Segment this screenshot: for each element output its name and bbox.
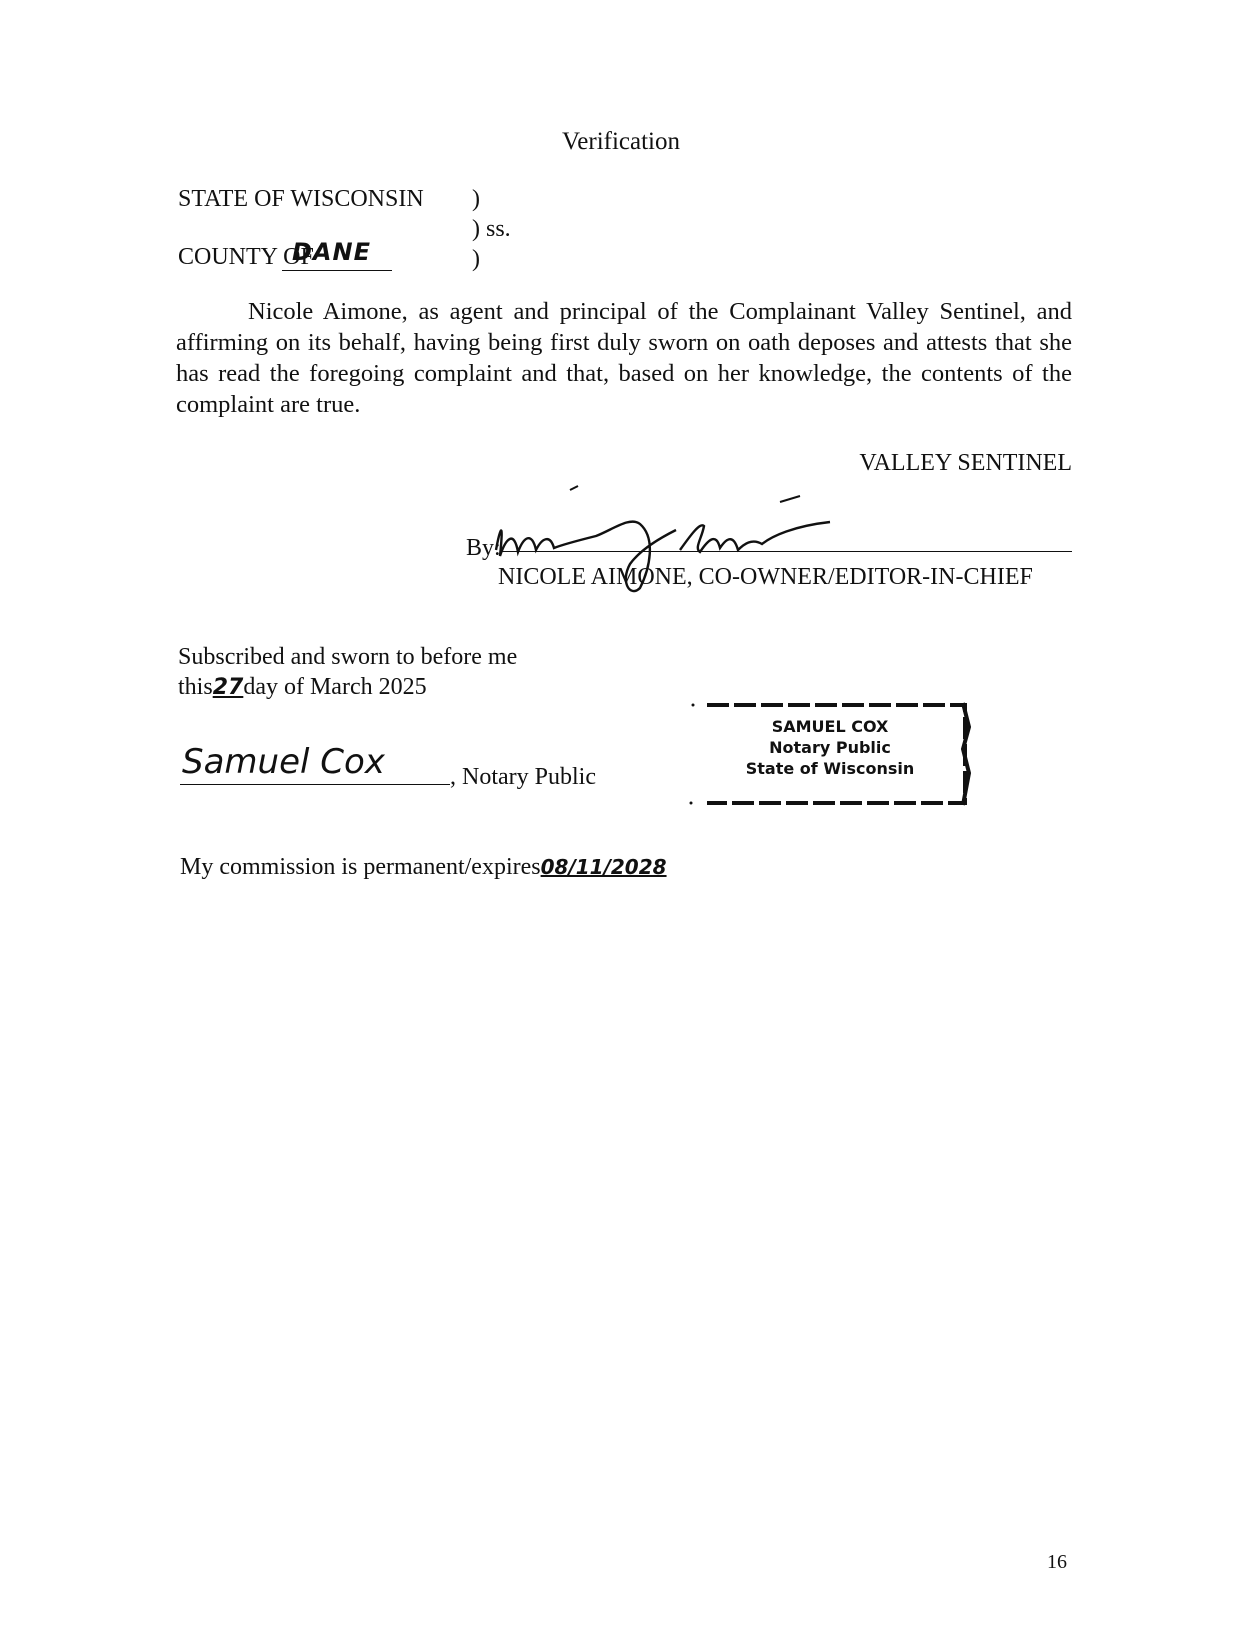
jurat-line-2: [178, 672, 427, 703]
signer-name-title: NICOLE AIMONE, CO-OWNER/EDITOR-IN-CHIEF: [498, 564, 1033, 590]
venue-paren-ss: ) ss.: [472, 216, 511, 242]
stamp-title: Notary Public: [769, 738, 891, 757]
venue-paren-top: ): [472, 186, 480, 212]
organization-name: VALLEY SENTINEL: [859, 450, 1072, 476]
venue-county-label: COUNTY OF: [178, 244, 314, 270]
venue-state: STATE OF WISCONSIN: [178, 186, 424, 212]
stamp-state: State of Wisconsin: [745, 759, 915, 778]
notary-signature-handwritten: Samuel Cox: [182, 742, 385, 782]
notary-signature-line: [180, 784, 450, 785]
venue-paren-bottom: ): [472, 246, 480, 272]
county-fill-line: [282, 270, 392, 271]
signature-line: [500, 551, 1072, 552]
jurat-line-1: Subscribed and sworn to before me: [178, 644, 518, 670]
by-label: By:: [466, 535, 501, 561]
commission-date-handwritten: 08/11/2028: [540, 855, 667, 879]
verification-paragraph: Nicole Aimone, as agent and principal of the Complainant Valley Sentinel, and affirming on its behalf, having being first duly sworn on oath deposes and attests that she has read the foregoing complaint and that, based on her knowledge, the contents of the complaint are true.: [176, 298, 1072, 418]
jurat-this: this: [178, 674, 213, 700]
jurat-day-handwritten: 27: [212, 675, 244, 700]
document-title: Verification: [561, 128, 680, 155]
commission-line: [180, 852, 667, 882]
jurat-month-year: day of March 2025: [243, 674, 427, 700]
page-number: 16: [1047, 1551, 1067, 1573]
county-handwritten: DANE: [292, 238, 371, 266]
commission-text: My commission is permanent/expires: [180, 854, 541, 880]
stamp-name: SAMUEL COX: [771, 717, 889, 736]
notary-public-label: , Notary Public: [450, 764, 596, 790]
notary-stamp-text: [687, 716, 973, 779]
